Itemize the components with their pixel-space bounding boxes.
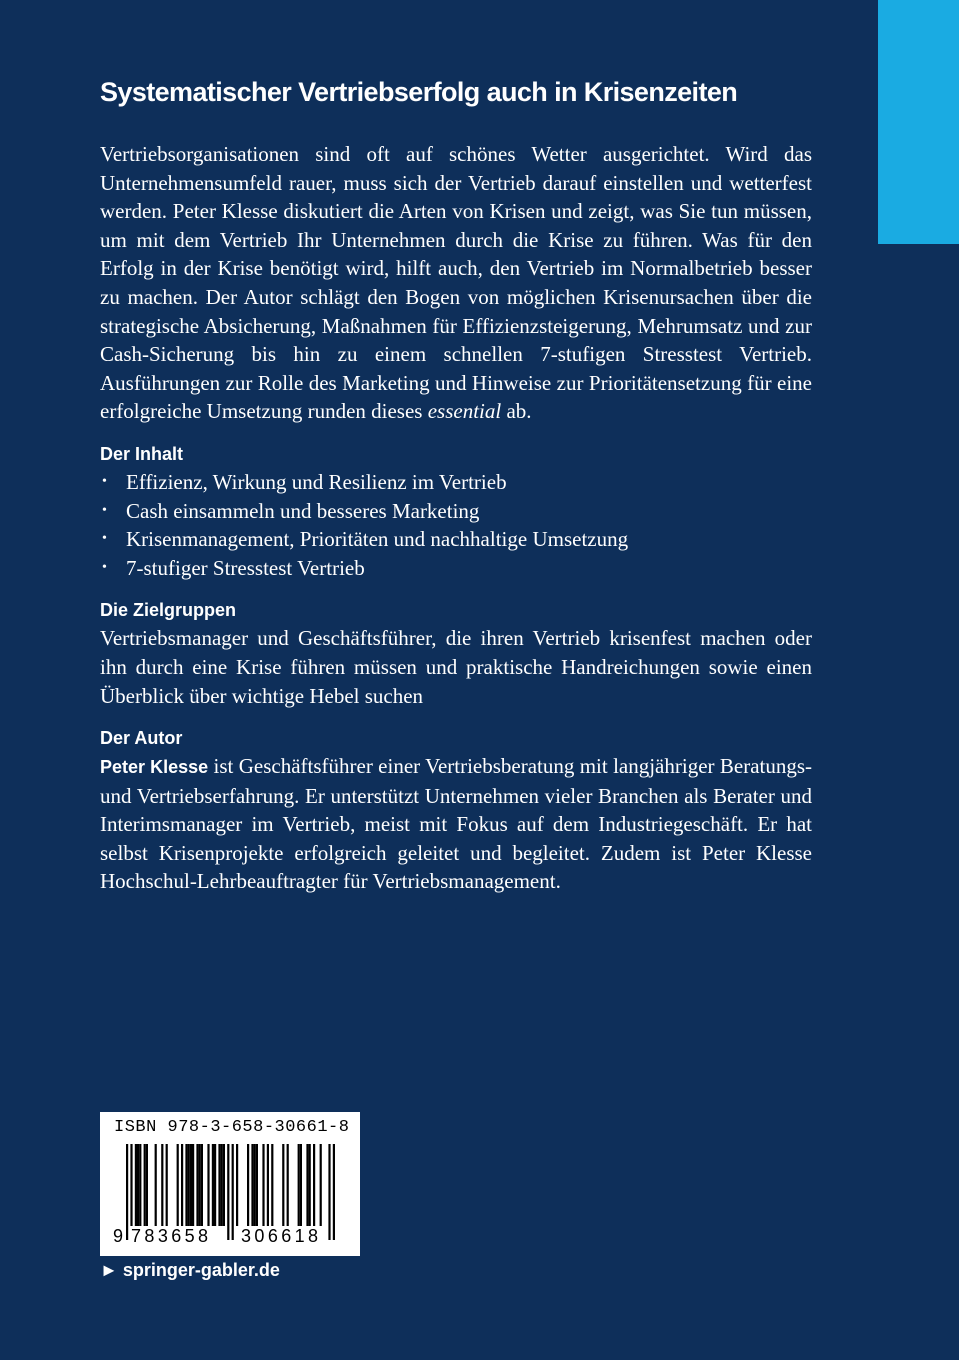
barcode-bar (161, 1144, 163, 1226)
barcode-bar (271, 1144, 273, 1226)
heading-autor: Der Autor (100, 728, 183, 749)
page-title: Systematischer Vertriebserfolg auch in Krisenzeiten (100, 77, 738, 107)
autor-text (100, 752, 812, 896)
bullet-icon: • (102, 559, 107, 575)
back-cover-text (100, 72, 812, 896)
barcode-bar (201, 1144, 203, 1226)
barcode-bar (221, 1144, 223, 1226)
barcode-bar (188, 1144, 190, 1226)
isbn-label: ISBN 978-3-658-30661-8 (114, 1118, 350, 1137)
barcode-bar (313, 1144, 315, 1226)
barcode-bar (139, 1144, 141, 1226)
barcode-bar (298, 1144, 300, 1226)
heading-zielgruppen: Die Zielgruppen (100, 600, 237, 621)
barcode-bar (254, 1144, 256, 1226)
barcode-bar (185, 1144, 187, 1226)
list-item: • Cash einsammeln und besseres Marketing (100, 497, 812, 526)
section-autor (100, 724, 812, 896)
list-item: • Krisenmanagement, Prioritäten und nachhaltige Umsetzung (100, 525, 812, 554)
barcode-bar (155, 1144, 157, 1226)
ean-lead-digit: 9 (113, 1226, 124, 1246)
barcode-bar (236, 1144, 238, 1226)
ean-left-digits: 783658 (131, 1226, 212, 1246)
barcode-bar (232, 1144, 234, 1240)
barcode-bar (262, 1144, 264, 1226)
barcode-bar (333, 1144, 335, 1240)
barcode-bar (306, 1144, 308, 1226)
barcode-bar (328, 1144, 330, 1240)
bullet-icon: • (102, 531, 107, 547)
barcode-bar (309, 1144, 311, 1226)
barcode-bar (192, 1144, 194, 1226)
arrow-right-icon: ► (100, 1260, 118, 1280)
website-text: springer-gabler.de (122, 1260, 280, 1280)
ean-right-digits: 306618 (241, 1226, 322, 1246)
barcode-bar (181, 1144, 183, 1226)
barcode-bar (144, 1144, 146, 1226)
section-zielgruppen (100, 596, 812, 710)
barcode-bar (223, 1144, 225, 1226)
barcode-bar (267, 1144, 269, 1226)
barcode-bar (166, 1144, 168, 1226)
barcode-bar (300, 1144, 302, 1226)
heading-inhalt: Der Inhalt (100, 443, 184, 464)
accent-color-bar (878, 0, 959, 244)
intro-paragraph (100, 140, 812, 426)
barcode-bar (251, 1144, 253, 1226)
barcode-bar (137, 1144, 139, 1226)
list-item: • Effizienz, Wirkung und Resilienz im Vertrieb (100, 468, 812, 497)
barcode-bar (135, 1144, 137, 1226)
barcode-bar (146, 1144, 148, 1226)
barcode-bar (199, 1144, 201, 1226)
barcode-bar (247, 1144, 249, 1226)
barcode-bar (218, 1144, 220, 1226)
intro-end: ab. (506, 399, 532, 424)
bullet-icon: • (102, 473, 107, 489)
author-name: Peter Klesse (100, 757, 209, 778)
barcode-bar (190, 1144, 192, 1226)
barcode-bar (320, 1144, 322, 1226)
inhalt-list (100, 468, 812, 582)
intro-essential: essential (427, 399, 502, 424)
isbn-barcode (100, 1112, 360, 1256)
bullet-icon: • (102, 502, 107, 518)
barcode-bar (177, 1144, 179, 1226)
author-bio: ist Geschäftsführer einer Vertriebsberatung mit langjähriger Beratungs- und Vertriebserfahrung. Er unterstützt Unternehmen vieler Branchen als Berater und Interimsmanager im Vertrieb, meist mit Fokus auf dem Industriegeschäft. Er hat selbst Krisenprojekte erfolgreich geleitet und begleitet. Zudem ist Peter Klesse Hochschul-Lehrbeauftragter für Vertriebsmanagement. (100, 754, 813, 894)
barcode-bar (207, 1144, 209, 1226)
barcode-bar (282, 1144, 284, 1226)
zielgruppen-text: Vertriebsmanager und Geschäftsführer, die ihren Vertrieb krisenfest machen oder ihn durch eine Krise führen müssen und praktische Handreichungen sowie einen Überblick über wichtige Hebel suchen (100, 626, 812, 708)
list-item: • 7-stufiger Stresstest Vertrieb (100, 554, 812, 583)
barcode-bar (214, 1144, 216, 1226)
barcode-bar (126, 1144, 128, 1240)
barcode-bar (287, 1144, 289, 1226)
barcode-bar (256, 1144, 258, 1226)
barcode-bar (227, 1144, 229, 1240)
barcode-bar (212, 1144, 214, 1226)
section-inhalt (100, 440, 812, 582)
barcode-bar (196, 1144, 198, 1226)
website-link[interactable] (100, 1260, 280, 1281)
intro-text: Vertriebsorganisationen sind oft auf schönes Wetter ausgerichtet. Wird das Unternehmensumfeld rauer, muss sich der Vertrieb darauf einstellen und wetterfest werden. Peter Klesse diskutiert die Arten von Krisen und zeigt, was Sie tun müssen, um mit dem Vertrieb Ihr Unternehmen durch die Krise zu führen. Was für den Erfolg in der Krise benötigt wird, hilft auch, den Vertrieb im Normalbetrieb besser zu machen. Der Autor schlägt den Bogen von möglichen Krisenursachen über die strategische Absicherung, Maßnahmen für Effizienzsteigerung, Mehrumsatz und zur Cash-Sicherung bis hin zu einem schnellen 7-stufigen Stresstest Vertrieb. Ausführungen zur Rolle des Marketing und Hinweise zur Prioritätensetzung für eine erfolgreiche Umsetzung runden dieses (100, 142, 812, 424)
